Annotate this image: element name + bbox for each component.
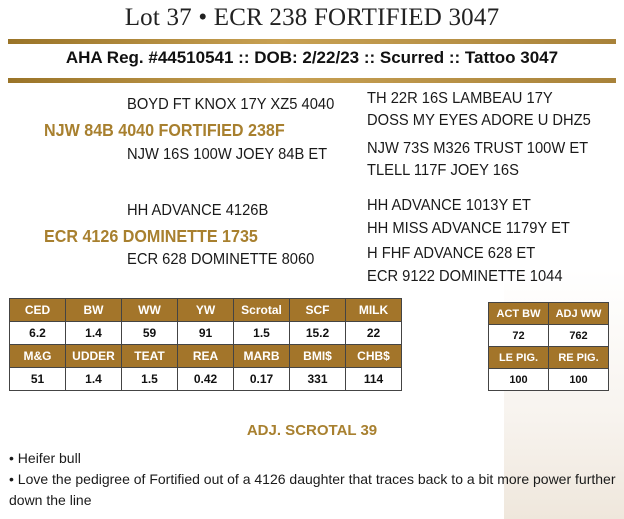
side-value-row [489, 325, 609, 347]
epd-header-cell: TEAT [122, 345, 178, 368]
dam-sire-dam: HH MISS ADVANCE 1179Y ET [367, 220, 570, 237]
epd-header-cell: WW [122, 299, 178, 322]
epd-value-cell: 22 [346, 322, 402, 345]
divider-bottom [8, 78, 616, 83]
sire-sire-sire: TH 22R 16S LAMBEAU 17Y [367, 90, 553, 107]
dam-name: ECR 4126 DOMINETTE 1735 [44, 226, 258, 246]
epd-value-cell: 1.4 [66, 368, 122, 391]
sire-sire-dam: DOSS MY EYES ADORE U DHZ5 [367, 112, 591, 129]
epd-header-cell: MARB [234, 345, 290, 368]
epd-header-cell: SCF [290, 299, 346, 322]
dam-dam-dam: ECR 9122 DOMINETTE 1044 [367, 268, 563, 285]
note-item: • Love the pedigree of Fortified out of a 4126 daughter that traces back to a bit more power further down the line [9, 471, 616, 508]
epd-table [9, 298, 402, 391]
divider-top [8, 39, 616, 44]
epd-value-cell: 114 [346, 368, 402, 391]
epd-header-cell: BW [66, 299, 122, 322]
sire-name: NJW 84B 4040 FORTIFIED 238F [44, 120, 285, 140]
registration-line: AHA Reg. #44510541 :: DOB: 2/22/23 :: Scurred :: Tattoo 3047 [65, 48, 559, 67]
sire-dam: NJW 16S 100W JOEY 84B ET [127, 146, 328, 163]
note-item: • Heifer bull [9, 450, 81, 466]
epd-value-cell: 15.2 [290, 322, 346, 345]
side-value-cell: 100 [489, 369, 549, 391]
epd-header-row [10, 345, 402, 368]
epd-header-cell: YW [178, 299, 234, 322]
side-value-cell: 100 [549, 369, 609, 391]
adjusted-scrotal: ADJ. SCROTAL 39 [246, 422, 378, 439]
sire-sire: BOYD FT KNOX 17Y XZ5 4040 [127, 96, 335, 113]
epd-value-row [10, 368, 402, 391]
epd-header-cell: Scrotal [234, 299, 290, 322]
epd-header-cell: M&G [10, 345, 66, 368]
epd-header-cell: REA [178, 345, 234, 368]
notes [9, 448, 619, 511]
epd-header-row [10, 299, 402, 322]
side-header-cell: ADJ WW [549, 303, 609, 325]
side-value-cell: 72 [489, 325, 549, 347]
dam-dam-sire: H FHF ADVANCE 628 ET [367, 245, 536, 262]
epd-header-cell: CHB$ [346, 345, 402, 368]
epd-value-cell: 1.4 [66, 322, 122, 345]
dam-dam: ECR 628 DOMINETTE 8060 [127, 251, 315, 268]
epd-value-cell: 59 [122, 322, 178, 345]
side-value-row [489, 369, 609, 391]
epd-header-cell: MILK [346, 299, 402, 322]
epd-value-row [10, 322, 402, 345]
epd-value-cell: 1.5 [122, 368, 178, 391]
side-header-cell: ACT BW [489, 303, 549, 325]
side-header-row [489, 303, 609, 325]
side-header-cell: LE PIG. [489, 347, 549, 369]
page-title: Lot 37 • ECR 238 FORTIFIED 3047 [124, 4, 500, 31]
epd-header-cell: CED [10, 299, 66, 322]
epd-value-cell: 0.17 [234, 368, 290, 391]
epd-value-cell: 6.2 [10, 322, 66, 345]
sire-dam-dam: TLELL 117F JOEY 16S [367, 162, 519, 179]
epd-value-cell: 331 [290, 368, 346, 391]
side-value-cell: 762 [549, 325, 609, 347]
epd-header-cell: UDDER [66, 345, 122, 368]
side-header-cell: RE PIG. [549, 347, 609, 369]
epd-header-cell: BMI$ [290, 345, 346, 368]
sire-dam-sire: NJW 73S M326 TRUST 100W ET [367, 140, 589, 157]
weights-pigment-table [488, 302, 609, 391]
dam-sire-sire: HH ADVANCE 1013Y ET [367, 197, 531, 214]
epd-value-cell: 1.5 [234, 322, 290, 345]
dam-sire: HH ADVANCE 4126B [127, 202, 269, 219]
epd-value-cell: 91 [178, 322, 234, 345]
side-header-row [489, 347, 609, 369]
epd-value-cell: 0.42 [178, 368, 234, 391]
epd-value-cell: 51 [10, 368, 66, 391]
